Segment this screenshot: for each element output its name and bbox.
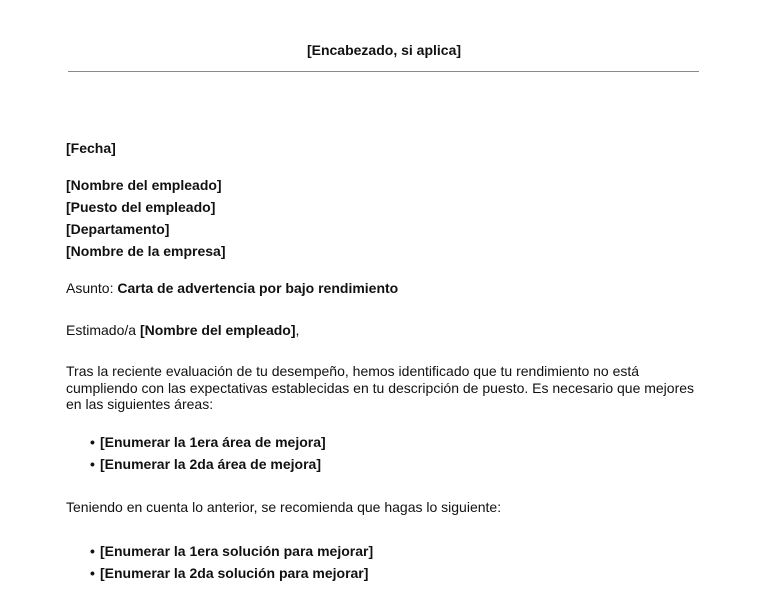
- bullet-icon: •: [90, 455, 95, 472]
- bullet-icon: •: [90, 542, 95, 559]
- list-item: [90, 562, 706, 584]
- solution-1: [Enumerar la 1era solución para mejorar]: [100, 542, 374, 559]
- recipient-block: [66, 174, 706, 262]
- improvement-area-2: [Enumerar la 2da área de mejora]: [100, 455, 321, 472]
- bullet-icon: •: [90, 433, 95, 450]
- improvement-areas-list: [66, 431, 706, 475]
- recipient-department: [Departamento]: [66, 221, 170, 237]
- document-header: [Encabezado, si aplica]: [306, 42, 462, 58]
- greeting-line: [66, 319, 706, 341]
- list-item: [90, 431, 706, 453]
- recipient-name: [Nombre del empleado]: [66, 177, 222, 193]
- subject-line: [66, 277, 706, 299]
- greeting-name: [Nombre del empleado]: [139, 322, 296, 338]
- greeting-prefix: Estimado/a: [66, 322, 137, 338]
- solutions-list: [66, 540, 706, 584]
- body-paragraph-1: Tras la reciente evaluación de tu desempeño, hemos identificado que tu rendimiento no está cumpliendo con las expectativas establecidas en tu descripción de puesto. Es necesario que mejores en las siguientes áreas:: [66, 363, 695, 412]
- solution-2: [Enumerar la 2da solución para mejorar]: [100, 564, 369, 581]
- recipient-position: [Puesto del empleado]: [66, 199, 216, 215]
- improvement-area-1: [Enumerar la 1era área de mejora]: [100, 433, 326, 450]
- letter-date: [Fecha]: [66, 140, 116, 156]
- body-paragraph-2: Teniendo en cuenta lo anterior, se recomienda que hagas lo siguiente:: [66, 498, 502, 515]
- subject-text: Carta de advertencia por bajo rendimiento: [117, 280, 399, 296]
- subject-label: Asunto:: [66, 280, 114, 296]
- list-item: [90, 453, 706, 475]
- header-divider: [68, 71, 699, 72]
- letter-body: [66, 137, 706, 584]
- bullet-icon: •: [90, 564, 95, 581]
- list-item: [90, 540, 706, 562]
- recipient-company: [Nombre de la empresa]: [66, 243, 226, 259]
- greeting-suffix: ,: [295, 322, 300, 338]
